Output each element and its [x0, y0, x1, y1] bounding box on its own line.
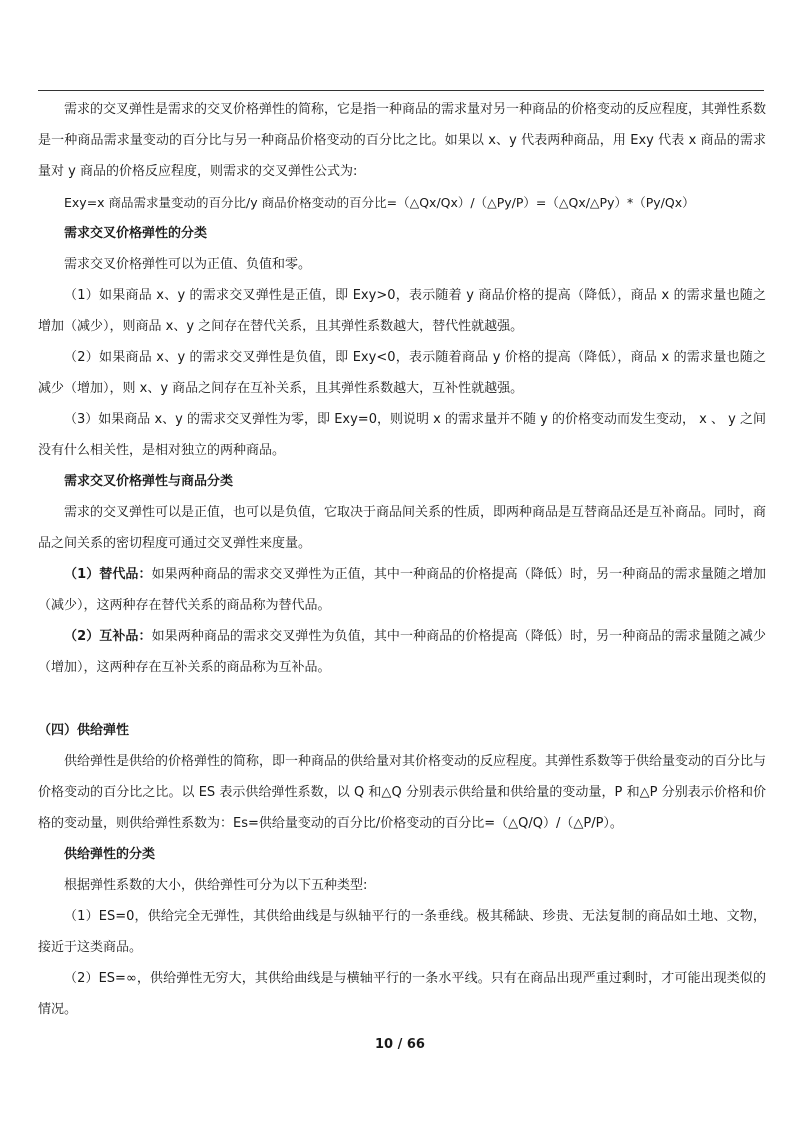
goods-intro: 需求的交叉弹性可以是正值，也可以是负值，它取决于商品间关系的性质，即两种商品是互替商品还是互补商品。同时，商品之间关系的密切程度可通过交叉弹性来度量。 — [38, 505, 767, 551]
substitute-goods-text: 如果两种商品的需求交叉弹性为正值，其中一种商品的价格提高（降低）时，另一种商品的需求量随之增加（减少），这两种存在替代关系的商品称为替代品。 — [38, 567, 766, 613]
heading-supply-elasticity-classification: 供给弹性的分类 — [64, 847, 156, 862]
classification-item-1: （1）如果商品 x、y 的需求交叉弹性是正值，即 Exy>0，表示随着 y 商品价格的提高（降低），商品 x 的需求量也随之增加（减少），则商品 x、y 之间存在替代关系，且其弹性系数越大，替代性就越强。 — [38, 288, 766, 334]
supply-type-item-2: （2）ES=∞，供给弹性无穷大，其供给曲线是与横轴平行的一条水平线。只有在商品出现严重过剩时，才可能出现类似的情况。 — [38, 971, 766, 1017]
complementary-goods-text: 如果两种商品的需求交叉弹性为负值，其中一种商品的价格提高（降低）时，另一种商品的需求量随之减少（增加），这两种存在互补关系的商品称为互补品。 — [38, 629, 766, 675]
supply-type-item-1: （1）ES=0，供给完全无弹性，其供给曲线是与纵轴平行的一条垂线。极其稀缺、珍贵、无法复制的商品如土地、文物，接近于这类商品。 — [38, 909, 766, 955]
classification-item-2: （2）如果商品 x、y 的需求交叉弹性是负值，即 Exy<0，表示随着商品 y 价格的提高（降低），商品 x 的需求量也随之减少（增加），则 x、y 商品之间存在互补关系，且其弹性系数越大，互补性就越强。 — [38, 350, 766, 396]
supply-elasticity-intro: 供给弹性是供给的价格弹性的简称，即一种商品的供给量对其价格变动的反应程度。其弹性系数等于供给量变动的百分比与价格变动的百分比之比。以 ES 表示供给弹性系数，以 Q 和△Q 分别表示供给量和供给量的变动量，P 和△P 分别表示价格和价格的变动量，则供给弹性系数为：Es=供给量变动的百分比/价格变动的百分比=（△Q/Q）/（△P/P）。 — [38, 754, 767, 831]
supply-types-intro: 根据弹性系数的大小，供给弹性可分为以下五种类型: — [64, 878, 368, 893]
heading-cross-elasticity-goods: 需求交叉价格弹性与商品分类 — [64, 474, 234, 489]
complementary-goods-label: （2）互补品： — [64, 629, 152, 644]
heading-cross-elasticity-classification: 需求交叉价格弹性的分类 — [64, 226, 208, 241]
classification-item-3: （3）如果商品 x、y 的需求交叉弹性为零，即 Exy=0，则说明 x 的需求量并不随 y 的价格变动而发生变动， x 、 y 之间没有什么相关性，是相对独立的两种商品。 — [38, 412, 766, 458]
page-number: 10 / 66 — [375, 1037, 425, 1052]
header-rule — [38, 90, 764, 91]
classification-intro: 需求交叉价格弹性可以为正值、负值和零。 — [64, 257, 312, 272]
substitute-goods-label: （1）替代品： — [64, 567, 152, 582]
cross-elasticity-intro: 需求的交叉弹性是需求的交叉价格弹性的简称，它是指一种商品的需求量对另一种商品的价格变动的反应程度，其弹性系数是一种商品需求量变动的百分比与另一种商品价格变动的百分比之比。如果以 x、y 代表两种商品，用 Exy 代表 x 商品的需求量对 y 商品的价格反应程度，则需求的交叉弹性公式为: — [38, 102, 767, 179]
substitute-goods-paragraph — [38, 559, 766, 621]
section-title-supply-elasticity: （四）供给弹性 — [38, 723, 130, 738]
complementary-goods-paragraph — [38, 621, 766, 683]
cross-elasticity-formula: Exy=x 商品需求量变动的百分比/y 商品价格变动的百分比=（△Qx/Qx）/（△Py/P）=（△Qx/△Py）*（Py/Qx） — [64, 195, 695, 210]
section-gap — [38, 683, 766, 715]
page-content — [38, 94, 766, 1025]
